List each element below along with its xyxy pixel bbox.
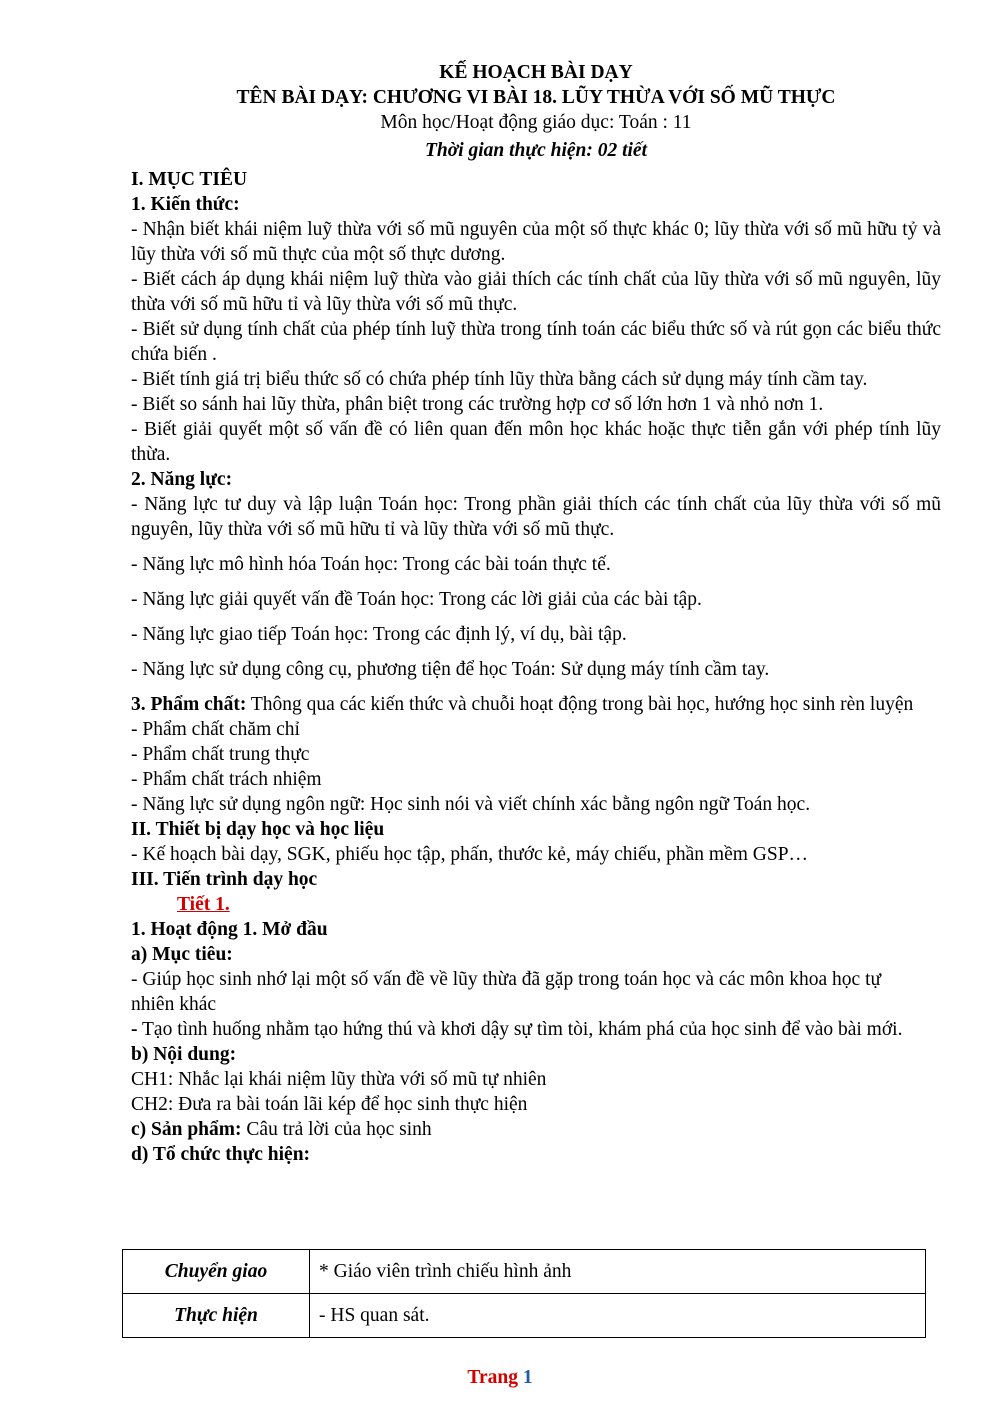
competence-item: - Năng lực sử dụng công cụ, phương tiện để học Toán: Sử dụng máy tính cầm tay. — [131, 659, 770, 680]
product-line — [131, 1117, 941, 1142]
organization-heading: d) Tổ chức thực hiện: — [131, 1144, 311, 1165]
knowledge-item: - Biết tính giá trị biểu thức số có chứa phép tính lũy thừa bằng cách sử dụng máy tính cầm tay. — [131, 369, 868, 390]
content-heading: b) Nội dung: — [131, 1044, 237, 1065]
doc-title: KẾ HOẠCH BÀI DẠY — [439, 62, 633, 83]
row-label: Thực hiện — [123, 1294, 310, 1338]
subject-line: Môn học/Hoạt động giáo dục: Toán : 11 — [380, 112, 692, 133]
row-content: - HS quan sát. — [310, 1294, 926, 1338]
page-word: Trang — [467, 1367, 518, 1388]
competence-item: - Năng lực tư duy và lập luận Toán học: Trong phần giải thích các tính chất của lũy thừa với số mũ nguyên, lũy thừa với số mũ hữu tỉ và lũy thừa với số mũ thực. — [131, 494, 941, 540]
section-heading: II. Thiết bị dạy học và học liệu — [131, 819, 385, 840]
knowledge-item: - Biết giải quyết một số vấn đề có liên quan đến môn học khác hoặc thực tiễn gắn với phép tính lũy thừa. — [131, 419, 941, 465]
page-footer — [0, 1367, 1000, 1389]
competence-item: - Năng lực giao tiếp Toán học: Trong các định lý, ví dụ, bài tập. — [131, 624, 627, 645]
product-text: Câu trả lời của học sinh — [241, 1119, 432, 1140]
knowledge-item: - Nhận biết khái niệm luỹ thừa với số mũ nguyên của một số thực khác 0; lũy thừa với số mũ hữu tỷ và lũy thừa với số mũ thực của một số thực dương. — [131, 219, 941, 265]
equipment-text: - Kế hoạch bài dạy, SGK, phiếu học tập, phấn, thước kẻ, máy chiếu, phần mềm GSP… — [131, 844, 809, 865]
duration-line: Thời gian thực hiện: 02 tiết — [424, 140, 648, 161]
period-label: Tiết 1. — [177, 894, 230, 915]
quality-item: - Năng lực sử dụng ngôn ngữ: Học sinh nói và viết chính xác bằng ngôn ngữ Toán học. — [131, 794, 811, 815]
section-heading: III. Tiến trình dạy học — [131, 869, 318, 890]
section-heading: I. MỤC TIÊU — [131, 169, 248, 190]
subsection-heading: 3. Phẩm chất: — [131, 694, 247, 715]
document-page — [131, 60, 941, 1167]
quality-item: - Phẩm chất chăm chỉ — [131, 719, 300, 740]
knowledge-item: - Biết so sánh hai lũy thừa, phân biệt trong các trường hợp cơ số lớn hơn 1 và nhỏ nơn 1. — [131, 394, 824, 415]
goal-item: - Giúp học sinh nhớ lại một số vấn đề về lũy thừa đã gặp trong toán học và các môn khoa học tự nhiên khác — [131, 969, 882, 1015]
goal-dash: - — [131, 1019, 138, 1040]
row-label: Chuyển giao — [123, 1250, 310, 1294]
period-line — [131, 892, 941, 917]
knowledge-item: - Biết sử dụng tính chất của phép tính luỹ thừa trong tính toán các biểu thức số và rút gọn các biểu thức chứa biến . — [131, 319, 941, 365]
competence-item: - Năng lực giải quyết vấn đề Toán học: Trong các lời giải của các bài tập. — [131, 589, 702, 610]
table-row — [123, 1250, 926, 1294]
activity-heading: 1. Hoạt động 1. Mở đầu — [131, 919, 328, 940]
goal-text: Tạo tình huống nhằm tạo hứng thú và khơi dậy sự tìm tòi, khám phá của học sinh để vào bài mới. — [137, 1019, 903, 1040]
subsection-heading: 2. Năng lực: — [131, 469, 233, 490]
lesson-title: TÊN BÀI DẠY: CHƯƠNG VI BÀI 18. LŨY THỪA VỚI SỐ MŨ THỰC — [236, 87, 836, 108]
knowledge-item: - Biết cách áp dụng khái niệm luỹ thừa vào giải thích các tính chất của lũy thừa với số mũ nguyên, lũy thừa với số mũ hữu tỉ và lũy thừa với số mũ thực. — [131, 269, 941, 315]
quality-paragraph — [131, 692, 941, 717]
organization-table — [122, 1249, 926, 1338]
subsection-heading: 1. Kiến thức: — [131, 194, 240, 215]
competence-item: - Năng lực mô hình hóa Toán học: Trong các bài toán thực tế. — [131, 554, 611, 575]
table-row — [123, 1294, 926, 1338]
content-item: CH1: Nhắc lại khái niệm lũy thừa với số mũ tự nhiên — [131, 1069, 547, 1090]
content-item: CH2: Đưa ra bài toán lãi kép để học sinh thực hiện — [131, 1094, 528, 1115]
page-number: 1 — [522, 1367, 533, 1388]
goal-item — [131, 1017, 941, 1042]
row-content: * Giáo viên trình chiếu hình ảnh — [310, 1250, 926, 1294]
goal-heading: a) Mục tiêu: — [131, 944, 233, 965]
quality-intro: Thông qua các kiến thức và chuỗi hoạt động trong bài học, hướng học sinh rèn luyện — [246, 694, 914, 715]
quality-item: - Phẩm chất trách nhiệm — [131, 769, 322, 790]
product-heading: c) Sản phẩm: — [131, 1119, 242, 1140]
quality-item: - Phẩm chất trung thực — [131, 744, 310, 765]
